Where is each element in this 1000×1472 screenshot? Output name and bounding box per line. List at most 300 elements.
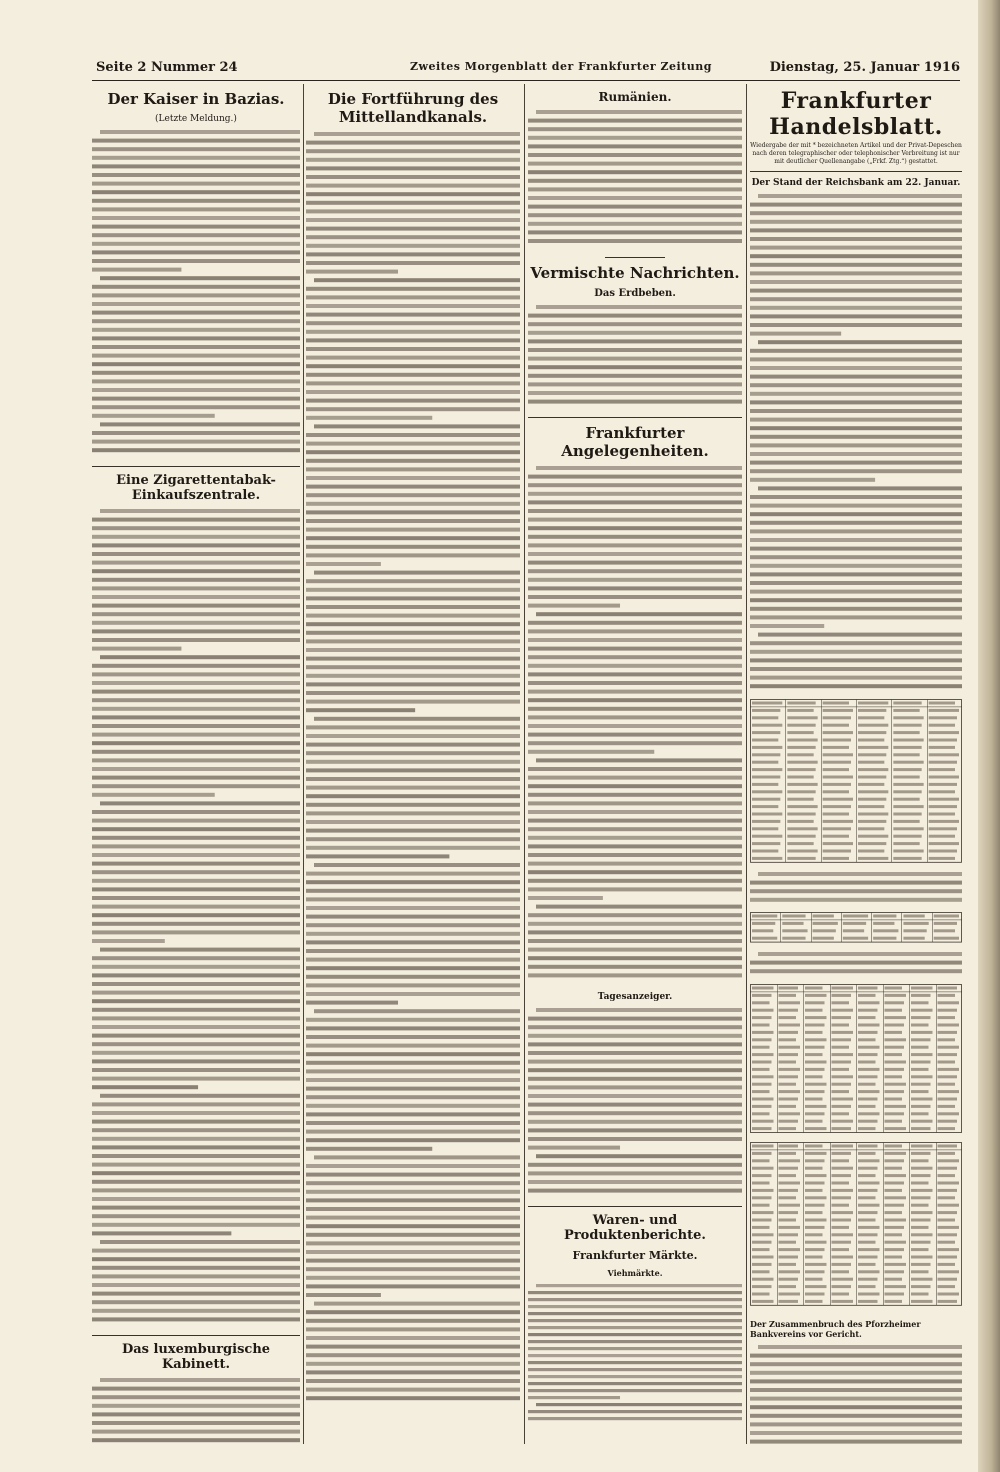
text-line [92, 440, 300, 444]
table-cell-text [929, 731, 959, 734]
table-cell-text [938, 1068, 960, 1071]
text-line [528, 1326, 742, 1329]
table-cell-text [779, 1061, 797, 1064]
table-cell-text [813, 922, 838, 925]
text-line [306, 545, 520, 549]
text-line [528, 1298, 742, 1301]
text-line [314, 132, 520, 136]
table-cell-text [885, 1293, 905, 1296]
table-cell-text [858, 1127, 876, 1130]
text-line [306, 141, 520, 145]
text-line [750, 590, 962, 594]
text-line [92, 733, 300, 737]
text-line [750, 1397, 962, 1401]
table-cell-text [911, 1270, 929, 1273]
table-cell-text [787, 842, 813, 845]
table-cell-text [893, 820, 919, 823]
text-line [314, 278, 520, 282]
text-line [306, 915, 520, 919]
table-cell-text [938, 1001, 960, 1004]
text-line [528, 162, 742, 166]
text-line [92, 629, 300, 633]
text-line [528, 518, 742, 522]
table-cell-text [752, 1061, 772, 1064]
table-cell-text [805, 1174, 827, 1177]
text-line [306, 450, 520, 454]
table-cell-text [752, 842, 780, 845]
text-line [92, 930, 300, 934]
article-body-reichsbank [750, 192, 962, 697]
table-cell-text [787, 776, 813, 779]
text-line [528, 500, 742, 504]
text-line [92, 1223, 300, 1227]
text-line [528, 1361, 742, 1364]
table-cell-text [832, 1016, 852, 1019]
table-cell-text [752, 857, 782, 860]
table-cell-text [885, 1300, 903, 1303]
table-cell-text [858, 1075, 878, 1078]
column-4 [750, 84, 962, 1444]
text-line [306, 467, 520, 471]
table-cell-text [805, 1285, 827, 1288]
text-line [750, 443, 962, 447]
table-cell-text [911, 1105, 931, 1108]
text-line [528, 1396, 620, 1399]
table-cell-text [858, 1112, 880, 1115]
header-masthead: Zweites Morgenblatt der Frankfurter Zeitung [410, 60, 712, 73]
text-line [92, 1404, 300, 1408]
text-line [92, 887, 300, 891]
text-line [306, 175, 520, 179]
table-cell-text [858, 1083, 876, 1086]
table-cell-text [832, 1075, 854, 1078]
table-cell-text [938, 1270, 960, 1273]
text-line [306, 700, 520, 704]
table-cell-text [893, 724, 921, 727]
table-frame [751, 985, 962, 1133]
text-line [528, 913, 742, 917]
table-cell-text [832, 1061, 852, 1064]
text-line [306, 1087, 520, 1091]
text-line [92, 1034, 300, 1038]
text-line [528, 1146, 620, 1150]
headline-luxemburg: Das luxemburgische Kabinett. [121, 1342, 271, 1372]
text-line [92, 1266, 300, 1270]
text-line [750, 684, 962, 688]
text-line [306, 691, 520, 695]
table-cell-text [929, 798, 959, 801]
text-line [528, 973, 742, 977]
text-line [528, 1180, 742, 1184]
text-line [306, 975, 520, 979]
text-line [528, 595, 742, 599]
table-cell-text [938, 1278, 958, 1281]
table-cell-text [805, 1263, 827, 1266]
text-line [750, 1371, 962, 1375]
text-line [750, 314, 962, 318]
table-cell-text [779, 1120, 799, 1123]
table-cell-text [911, 1112, 929, 1115]
text-line [528, 1120, 742, 1124]
headline-zigaretten: Eine Zigarettentabak-Einkaufszentrale. [116, 473, 276, 503]
table-cell-text [858, 827, 884, 830]
table-cell-text [779, 1159, 801, 1162]
table-cell-text [858, 724, 888, 727]
table-cell-text [779, 1105, 797, 1108]
text-line [92, 388, 300, 392]
table-cell-text [858, 1256, 878, 1259]
table-cell-text [832, 1152, 852, 1155]
text-line [306, 880, 520, 884]
text-line [750, 461, 962, 465]
table-cell-text [885, 1031, 903, 1034]
text-line [750, 392, 962, 396]
text-line [306, 287, 520, 291]
table-cell-text [752, 922, 775, 925]
table-cell-text [911, 1001, 929, 1004]
text-line [92, 862, 300, 866]
text-line [758, 486, 962, 490]
text-line [750, 555, 962, 559]
text-line [528, 724, 742, 728]
text-line [528, 179, 742, 183]
text-line [306, 1293, 381, 1297]
table-cell-text [885, 1174, 907, 1177]
text-lines [750, 192, 962, 693]
table-cell-text [752, 1204, 770, 1207]
text-line [528, 119, 742, 123]
table-cell-text [858, 1219, 876, 1222]
table-cell-text [805, 1061, 827, 1064]
table-cell-text [752, 783, 778, 786]
text-line [306, 201, 520, 205]
table-cell-text [752, 739, 778, 742]
text-line [92, 371, 300, 375]
table-cell-text [929, 702, 955, 705]
text-line [528, 1085, 742, 1089]
table-cell-text [903, 915, 924, 918]
text-line [92, 1412, 300, 1416]
text-line [100, 509, 300, 513]
table-cell-text [858, 1204, 880, 1207]
text-line [528, 741, 742, 745]
table-cell-text [873, 915, 896, 918]
table-cell-text [752, 1263, 772, 1266]
text-line [528, 896, 603, 900]
text-line [528, 1305, 742, 1308]
text-line [528, 1068, 742, 1072]
text-line [528, 870, 742, 874]
text-line [528, 1291, 742, 1294]
table-cell-text [832, 1001, 850, 1004]
text-line [92, 767, 300, 771]
text-line [528, 213, 742, 217]
table-cell-text [911, 1098, 933, 1101]
text-line [528, 348, 742, 352]
text-line [750, 211, 962, 215]
table-cell-text [938, 1038, 956, 1041]
table-cell-text [885, 1248, 905, 1251]
text-line [750, 512, 962, 516]
text-line [750, 538, 962, 542]
text-line [92, 354, 300, 358]
table-cell-text [885, 1233, 903, 1236]
text-line [92, 190, 300, 194]
table-cell-text [787, 731, 813, 734]
table-cell-text [752, 1285, 772, 1288]
table-cell-text [885, 987, 903, 990]
text-line [306, 958, 520, 962]
table-cell-text [779, 1226, 801, 1229]
table-cell-text [858, 1159, 880, 1162]
text-line [528, 483, 742, 487]
text-line [306, 1112, 520, 1116]
article-body-kaiser [92, 128, 300, 461]
table-cell-text [885, 1016, 907, 1019]
text-line [306, 846, 520, 850]
table-cell-text [885, 1167, 903, 1170]
table-cell-text [832, 994, 852, 997]
text-line [306, 1147, 432, 1151]
table-cell-text [832, 1300, 854, 1303]
text-line [750, 203, 962, 207]
text-line [528, 810, 742, 814]
text-line [306, 270, 398, 274]
table-cell-text [938, 1196, 956, 1199]
text-line [92, 250, 300, 254]
text-line [92, 216, 300, 220]
text-lines [92, 507, 300, 1326]
table-cell-text [893, 709, 919, 712]
text-line [100, 801, 300, 805]
text-line [92, 1154, 300, 1158]
table-cell-text [858, 761, 884, 764]
text-line [758, 1345, 962, 1349]
table-cell-text [832, 1090, 850, 1093]
table-cell-text [858, 1226, 880, 1229]
table-cell-text [938, 1248, 960, 1251]
table-cell-text [911, 1293, 929, 1296]
table-cell-text [893, 702, 921, 705]
text-line [92, 1171, 300, 1175]
text-line [306, 192, 520, 196]
table-cell-text [929, 820, 959, 823]
text-line [306, 1130, 520, 1134]
text-line [306, 751, 520, 755]
table-cell-text [752, 1112, 770, 1115]
text-line [306, 1181, 520, 1185]
table-cell-text [893, 768, 921, 771]
text-line [528, 1137, 742, 1141]
table-cell-text [929, 761, 957, 764]
text-line [528, 672, 742, 676]
table-cell-text [832, 1211, 854, 1214]
text-line [528, 1111, 742, 1115]
text-line [92, 750, 300, 754]
table-cell-text [858, 768, 888, 771]
text-line [528, 1017, 742, 1021]
table-cell-text [832, 1009, 854, 1012]
text-line [306, 648, 520, 652]
table-cell-text [752, 1174, 772, 1177]
table-cell-text [779, 1256, 799, 1259]
table-cell-text [858, 783, 884, 786]
table-cell-text [858, 1167, 878, 1170]
text-line [528, 365, 742, 369]
table-cell-text [823, 702, 849, 705]
table-cell-text [787, 790, 815, 793]
headline-maerkte: Frankfurter Märkte. [572, 1249, 698, 1262]
table-cell-text [805, 1182, 825, 1185]
text-line [528, 196, 742, 200]
text-line [92, 939, 165, 943]
text-line [92, 302, 300, 306]
text-line [92, 268, 181, 272]
divider [528, 1206, 742, 1207]
table-cell-text [858, 1016, 876, 1019]
text-line [536, 758, 742, 762]
text-line [528, 767, 742, 771]
table-cell-text [787, 739, 817, 742]
text-line [92, 431, 300, 435]
text-line [750, 641, 962, 645]
table-cell-text [885, 1112, 905, 1115]
table-cell-text [938, 987, 958, 990]
table-cell-text [858, 1270, 880, 1273]
text-line [92, 233, 300, 237]
text-line [306, 459, 520, 463]
text-line [306, 906, 520, 910]
text-line [306, 682, 520, 686]
text-line [100, 1094, 300, 1098]
table-cell-text [752, 1248, 770, 1251]
table-cell-text [858, 1090, 880, 1093]
table-cell-text [779, 1196, 797, 1199]
text-line [92, 707, 300, 711]
text-line [528, 604, 620, 608]
table-cell-text [832, 987, 854, 990]
table-cell-text [752, 768, 782, 771]
text-line [306, 605, 520, 609]
text-line [528, 733, 742, 737]
table-cell-text [911, 1120, 933, 1123]
text-line [92, 905, 300, 909]
text-line [528, 1094, 742, 1098]
table-cell-text [823, 724, 849, 727]
deckung-table [750, 910, 962, 950]
table-cell-text [752, 1159, 770, 1162]
text-line [528, 707, 742, 711]
table-cell-text [885, 1009, 903, 1012]
text-lines [528, 303, 742, 408]
text-line [92, 561, 300, 565]
table-cell-text [893, 776, 919, 779]
table-cell-text [752, 850, 778, 853]
table-cell-text [858, 1061, 876, 1064]
table-cell-text [929, 716, 957, 719]
text-line [92, 535, 300, 539]
text-line [758, 952, 962, 956]
table-grid [750, 982, 962, 1136]
text-line [92, 698, 300, 702]
text-line [92, 1008, 300, 1012]
article-body-rumaenien [528, 108, 742, 252]
text-line [306, 1095, 520, 1099]
table-cell-text [858, 1293, 880, 1296]
text-line [306, 1396, 520, 1400]
table-cell-text [752, 1068, 770, 1071]
text-line [92, 207, 300, 211]
table-cell-text [779, 1024, 801, 1027]
table-cell-text [938, 1293, 960, 1296]
text-line [92, 1059, 300, 1063]
reichsbank-table [750, 697, 962, 870]
table-cell-text [893, 813, 921, 816]
text-lines [528, 1282, 742, 1424]
text-line [306, 872, 520, 876]
table-cell-text [779, 1174, 797, 1177]
text-line [750, 1379, 962, 1383]
text-line [306, 725, 520, 729]
text-line [306, 330, 520, 334]
text-line [750, 297, 962, 301]
table-cell-text [752, 1009, 774, 1012]
table-cell-text [858, 1233, 878, 1236]
text-line [750, 426, 962, 430]
table-cell-text [858, 1120, 878, 1123]
text-line [528, 339, 742, 343]
table-cell-text [779, 1211, 799, 1214]
table-cell-text [938, 1167, 958, 1170]
table-cell-text [911, 1226, 929, 1229]
text-line [528, 552, 742, 556]
text-line [528, 853, 742, 857]
table-cell-text [813, 937, 834, 940]
text-line [92, 448, 300, 452]
text-line [306, 829, 520, 833]
article-body-ausweise [750, 950, 962, 982]
table-cell-text [752, 1211, 774, 1214]
text-line [306, 1035, 520, 1039]
text-line [306, 295, 520, 299]
table-cell-text [782, 915, 805, 918]
text-line [92, 621, 300, 625]
text-line [306, 854, 449, 858]
text-line [528, 331, 742, 335]
table-cell-text [752, 1024, 770, 1027]
table-cell-text [929, 739, 957, 742]
table-cell-text [779, 1009, 799, 1012]
table-cell-text [823, 798, 853, 801]
text-line [92, 526, 300, 530]
table-cell-text [911, 1256, 933, 1259]
text-line [314, 717, 520, 721]
table-cell-text [832, 1038, 852, 1041]
text-line [306, 433, 520, 437]
text-line [750, 667, 962, 671]
table-cell-text [885, 1256, 903, 1259]
table-grid [750, 697, 962, 866]
table-cell-text [885, 1098, 903, 1101]
table-cell-text [832, 1263, 852, 1266]
text-line [528, 357, 742, 361]
table-cell-text [858, 1046, 880, 1049]
table-cell-text [752, 937, 777, 940]
table-cell-text [823, 761, 851, 764]
table-cell-text [938, 1241, 956, 1244]
text-line [92, 819, 300, 823]
table-cell-text [779, 1167, 799, 1170]
